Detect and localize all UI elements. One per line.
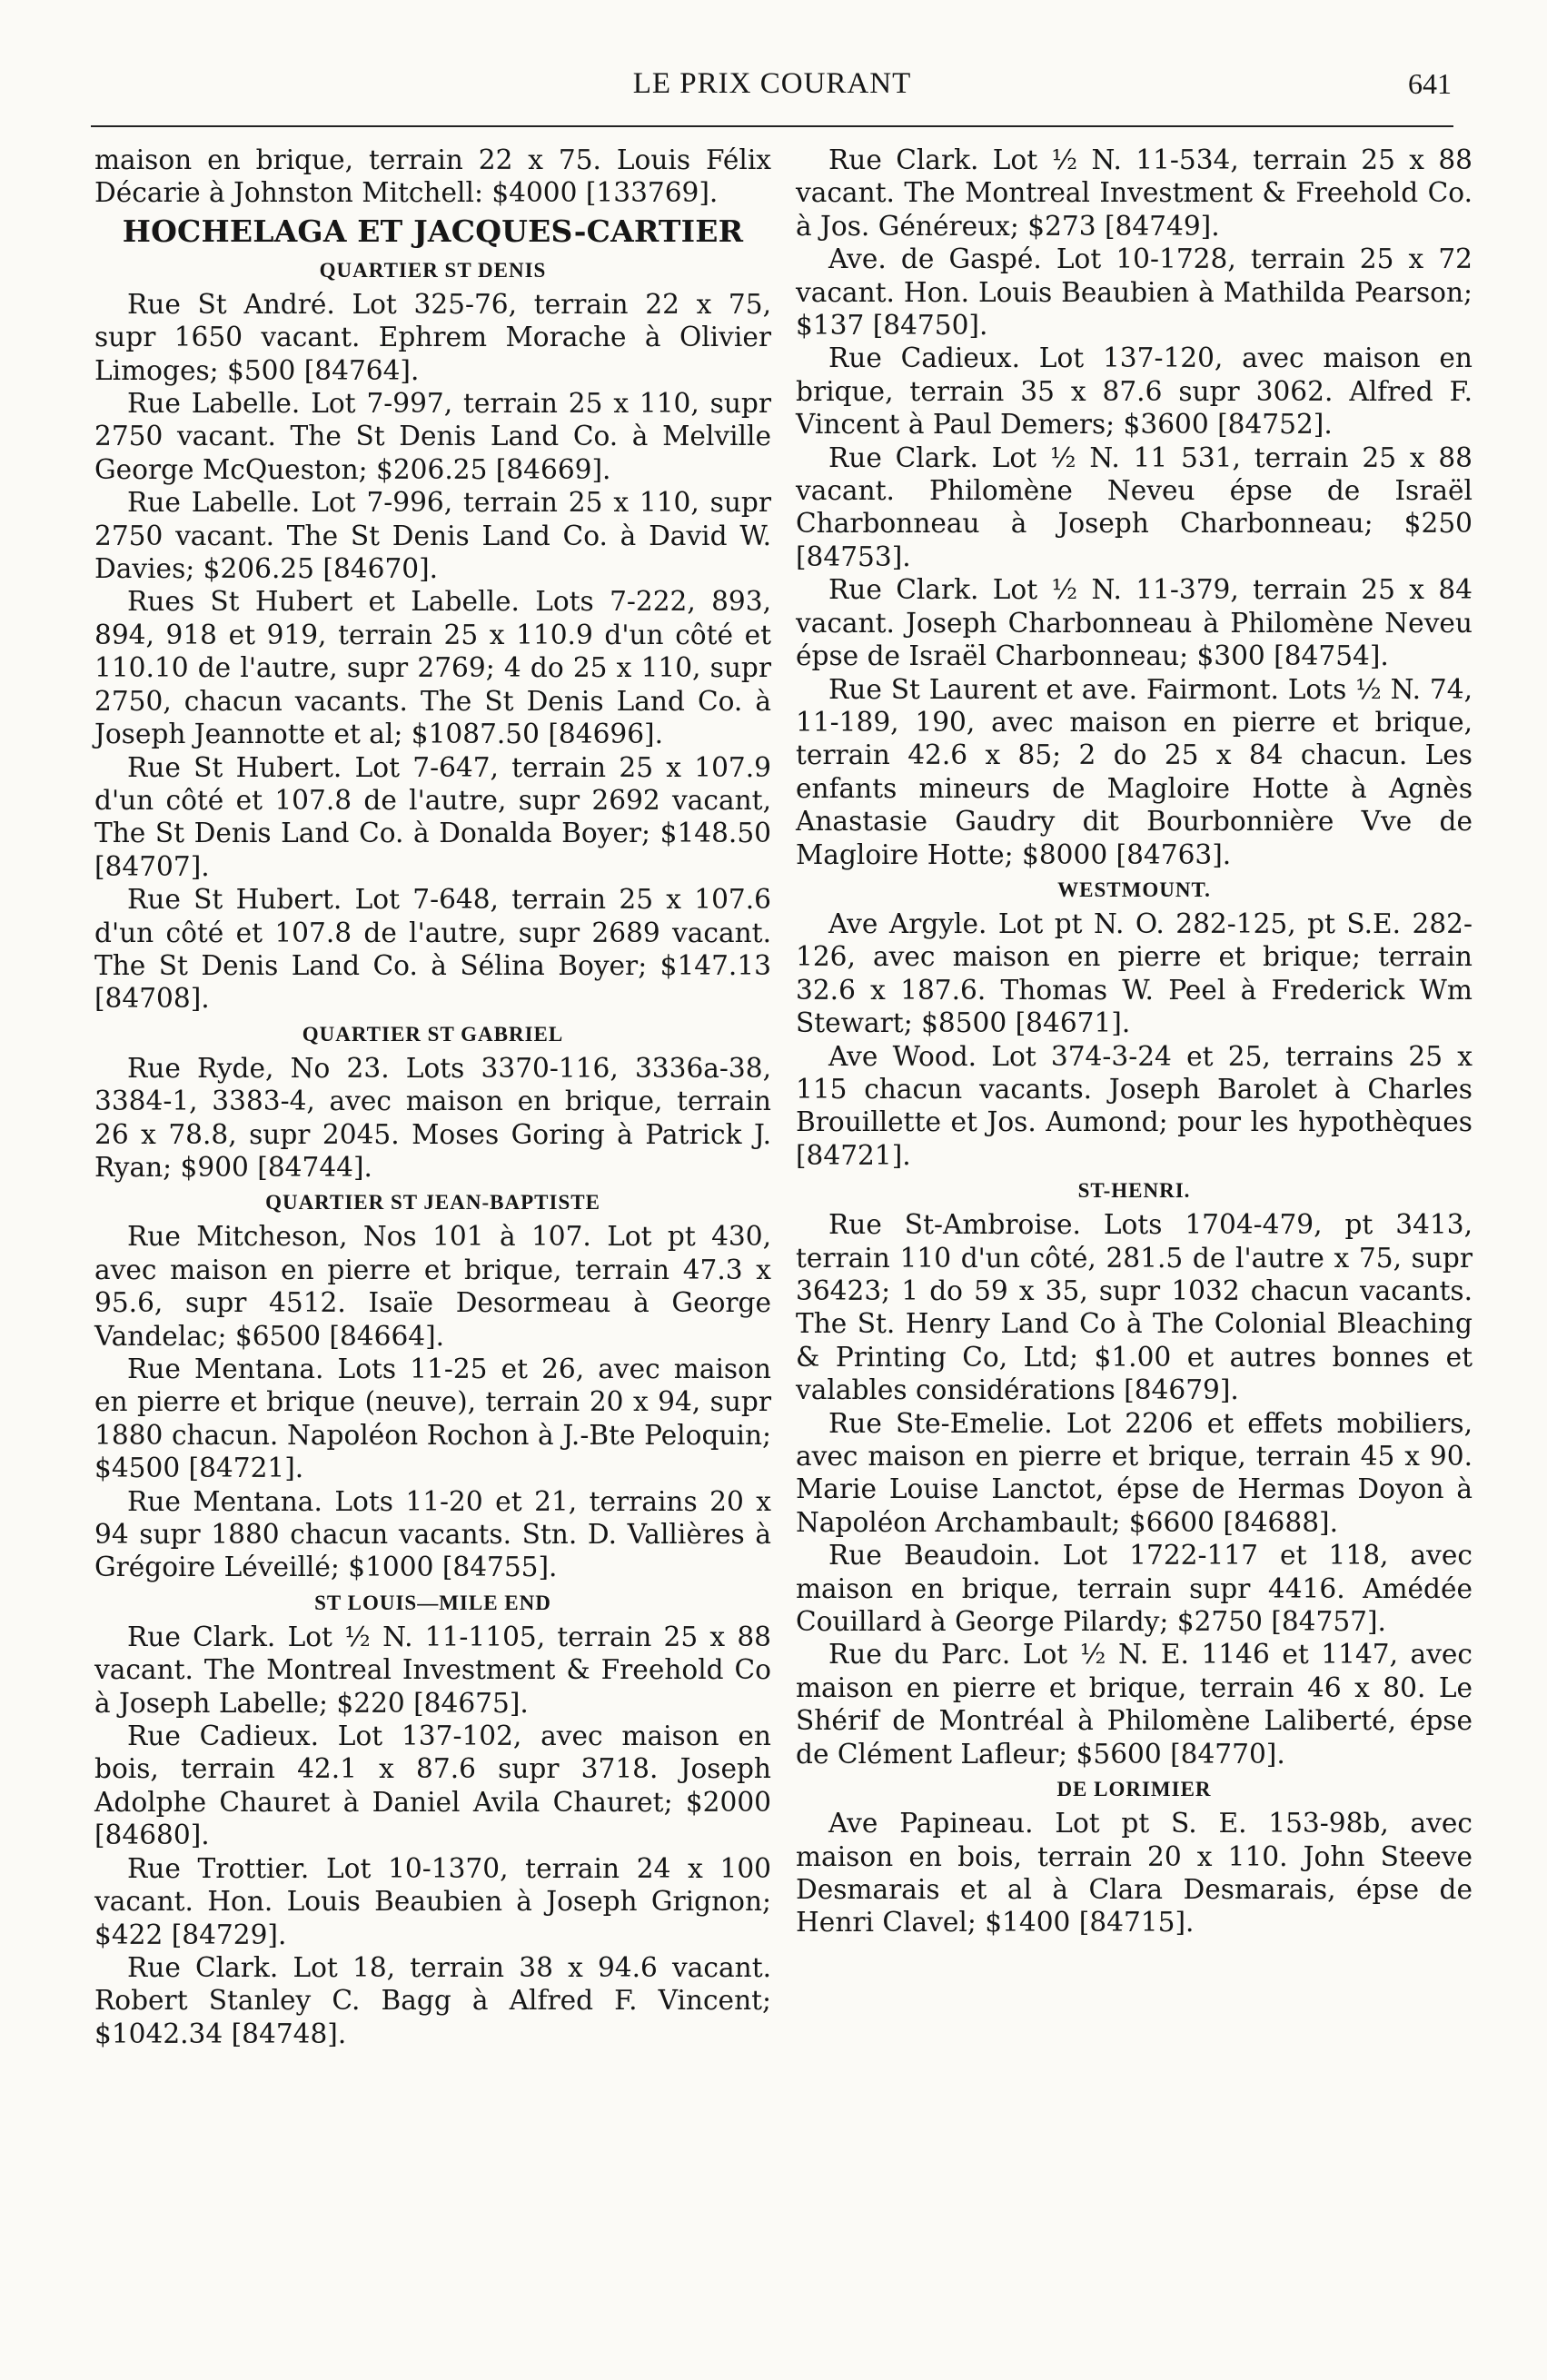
entry: Rue Mentana. Lots 11-25 et 26, avec maison en pierre et brique (neuve), terrain 20 x 94, supr 1880 chacun. Napoléon Rochon à J.-Bte Peloquin; $4500 [84721]. xyxy=(94,1354,771,1484)
page-header xyxy=(91,67,1453,107)
entry: Rue Clark. Lot ½ N. 11-379, terrain 25 x 84 vacant. Joseph Charbonneau à Philomène Neveu épse de Israël Charbonneau; $300 [84754]. xyxy=(796,574,1473,672)
subsection-title-st-jean-baptiste: QUARTIER ST JEAN-BAPTISTE xyxy=(265,1191,600,1215)
entry: Rue St André. Lot 325-76, terrain 22 x 75, supr 1650 vacant. Ephrem Morache à Olivier Limoges; $500 [84764]. xyxy=(94,288,771,386)
entry: Rue St Hubert. Lot 7-647, terrain 25 x 107.9 d'un côté et 107.8 de l'autre, supr 2692 vacant, The St Denis Land Co. à Donalda Boyer; $148.50 [84707]. xyxy=(94,751,771,882)
entry: Rue Mentana. Lots 11-20 et 21, terrains 20 x 94 supr 1880 chacun vacants. Stn. D. Vallières à Grégoire Léveillé; $1000 [84755]. xyxy=(94,1485,771,1583)
entry: Rue Beaudoin. Lot 1722-117 et 118, avec maison en brique, terrain supr 4416. Amédée Couillard à George Pilardy; $2750 [84757]. xyxy=(796,1540,1473,1638)
publication-title: LE PRIX COURANT xyxy=(632,67,912,100)
entry: Rue St Laurent et ave. Fairmont. Lots ½ N. 74, 11-189, 190, avec maison en pierre et brique, terrain 42.6 x 85; 2 do 25 x 84 chacun. Les enfants mineurs de Magloire Hotte à Agnès Anastasie Gaudry dit Bourbonnière Vve de Magloire Hotte; $8000 [84763]. xyxy=(796,673,1473,870)
entry: Rues St Hubert et Labelle. Lots 7-222, 893, 894, 918 et 919, terrain 25 x 110.9 d'un côté et 110.10 de l'autre, supr 2769; 4 do 25 x 110, supr 2750, chacun vacants. The St Denis Land Co. à Joseph Jeannotte et al; $1087.50 [84696]. xyxy=(94,586,771,750)
entry: Ave Papineau. Lot pt S. E. 153-98b, avec maison en bois, terrain 20 x 110. John Steeve Desmarais et al à Clara Desmarais, épse de Henri Clavel; $1400 [84715]. xyxy=(796,1808,1473,1939)
entry: Rue Clark. Lot 18, terrain 38 x 94.6 vacant. Robert Stanley C. Bagg à Alfred F. Vincent; $1042.34 [84748]. xyxy=(94,1951,771,2049)
entry: Rue St-Ambroise. Lots 1704-479, pt 3413, terrain 110 d'un côté, 281.5 de l'autre x 75, supr 36423; 1 do 59 x 35, supr 1032 chacun vacants. The St. Henry Land Co à The Colonial Bleaching & Printing Co, Ltd; $1.00 et autres bonnes et valables considérations [84679]. xyxy=(796,1209,1473,1406)
section-title: HOCHELAGA ET JACQUES-CARTIER xyxy=(122,213,744,249)
entry: Rue Ryde, No 23. Lots 3370-116, 3336a-38, 3384-1, 3383-4, avec maison en brique, terrain 26 x 78.8, supr 2045. Moses Goring à Patrick J. Ryan; $900 [84744]. xyxy=(94,1052,771,1183)
entry: Rue Trottier. Lot 10-1370, terrain 24 x 100 vacant. Hon. Louis Beaubien à Joseph Grignon; $422 [84729]. xyxy=(94,1852,771,1950)
entry: Rue Mitcheson, Nos 101 à 107. Lot pt 430, avec maison en pierre et brique, terrain 47.3 x 95.6, supr 4512. Isaïe Desormeau à George Vandelac; $6500 [84664]. xyxy=(94,1221,771,1352)
entry: Rue Clark. Lot ½ N. 11 531, terrain 25 x 88 vacant. Philomène Neveu épse de Israël Charbonneau à Joseph Charbonneau; $250 [84753]. xyxy=(796,441,1473,572)
entry: Rue Cadieux. Lot 137-102, avec maison en bois, terrain 42.1 x 87.6 supr 3718. Joseph Adolphe Chauret à Daniel Avila Chauret; $2000 [84680]. xyxy=(94,1721,771,1851)
entry: Rue Labelle. Lot 7-997, terrain 25 x 110, supr 2750 vacant. The St Denis Land Co. à Melville George McQueston; $206.25 [84669]. xyxy=(94,388,771,485)
header-rule xyxy=(91,125,1453,127)
entry: Rue Clark. Lot ½ N. 11-1105, terrain 25 x 88 vacant. The Montreal Investment & Freehold Co à Joseph Labelle; $220 [84675]. xyxy=(94,1621,771,1719)
right-column xyxy=(796,144,1473,1939)
subsection-title-st-henri: ST-HENRI. xyxy=(1077,1179,1191,1203)
left-column xyxy=(94,144,771,2050)
subsection-title-st-denis: QUARTIER ST DENIS xyxy=(319,258,547,282)
entry: Ave Wood. Lot 374-3-24 et 25, terrains 25 x 115 chacun vacants. Joseph Barolet à Charles Brouillette et Jos. Aumond; pour les hypothèques [84721]. xyxy=(796,1040,1473,1171)
continued-entry: maison en brique, terrain 22 x 75. Louis Félix Décarie à Johnston Mitchell: $4000 [133769]. xyxy=(94,144,771,209)
page-number: 641 xyxy=(1408,67,1452,100)
subsection-title-st-louis-mile-end: ST LOUIS—MILE END xyxy=(314,1591,551,1614)
subsection-title-de-lorimier: DE LORIMIER xyxy=(1056,1778,1212,1801)
entry: Rue St Hubert. Lot 7-648, terrain 25 x 107.6 d'un côté et 107.8 de l'autre, supr 2689 vacant. The St Denis Land Co. à Sélina Boyer; $147.13 [84708]. xyxy=(94,884,771,1015)
entry: Ave Argyle. Lot pt N. O. 282-125, pt S.E. 282-126, avec maison en pierre et brique; terrain 32.6 x 187.6. Thomas W. Peel à Frederick Wm Stewart; $8500 [84671]. xyxy=(796,907,1473,1039)
entry: Rue Clark. Lot ½ N. 11-534, terrain 25 x 88 vacant. The Montreal Investment & Freehold Co. à Jos. Généreux; $273 [84749]. xyxy=(796,144,1473,242)
subsection-title-westmount: WESTMOUNT. xyxy=(1057,878,1211,901)
entry: Rue du Parc. Lot ½ N. E. 1146 et 1147, avec maison en pierre et brique, terrain 46 x 80. Le Shérif de Montréal à Philomène Laliberté, épse de Clément Lafleur; $5600 [84770]. xyxy=(796,1639,1473,1770)
subsection-title-st-gabriel: QUARTIER ST GABRIEL xyxy=(302,1022,564,1046)
entry: Rue Ste-Emelie. Lot 2206 et effets mobiliers, avec maison en pierre et brique, terrain 45 x 90. Marie Louise Lanctot, épse de Hermas Doyon à Napoléon Archambault; $6600 [84688]. xyxy=(796,1407,1473,1538)
entry: Ave. de Gaspé. Lot 10-1728, terrain 25 x 72 vacant. Hon. Louis Beaubien à Mathilda Pearson; $137 [84750]. xyxy=(796,243,1473,342)
entry: Rue Labelle. Lot 7-996, terrain 25 x 110, supr 2750 vacant. The St Denis Land Co. à David W. Davies; $206.25 [84670]. xyxy=(94,487,771,585)
entry: Rue Cadieux. Lot 137-120, avec maison en brique, terrain 35 x 87.6 supr 3062. Alfred F. Vincent à Paul Demers; $3600 [84752]. xyxy=(796,342,1473,441)
